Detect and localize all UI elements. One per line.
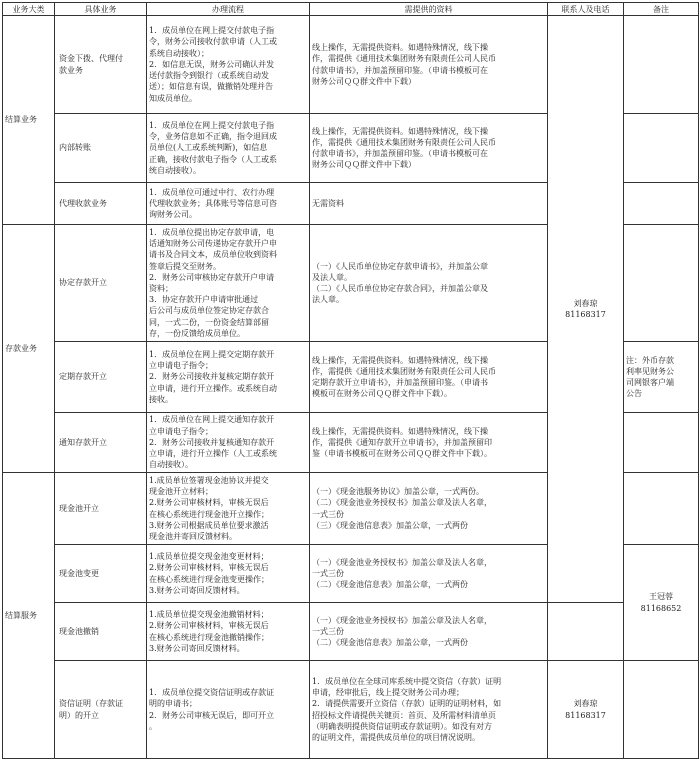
- process-cell: 1．成员单位在网上提交定期存款开 立申请电子指令； 2．财务公司接收并复核定期存款开 立申请，进行开立操作。或系统自动 接收。: [147, 342, 310, 413]
- business-cell: 现金池变更: [55, 545, 147, 603]
- remark-cell: [624, 661, 699, 759]
- remark-cell: [624, 413, 699, 473]
- materials-cell: 线上操作，无需提供资料。如遇特殊情况，线下操 作，需提供《通用技术集团财务有限责任公司人民币 付款申请书》，并加盖预留印鉴。（申请书模板可在 财务公司ＱＱ群文件中下载）: [310, 16, 548, 114]
- category-cell: 结算业务: [3, 16, 55, 225]
- materials-cell: 线上操作，无需提供资料。如遇特殊情况，线下操 作，需提供《通知存款开立申请书》，并加盖预留印 鉴（申请书模板可在财务公司ＱＱ群文件中下载）。: [310, 413, 548, 473]
- remark-cell: [624, 114, 699, 183]
- process-cell: 1．成员单位在网上提交通知存款开 立申请电子指令； 2．财务公司接收并复核通知存款开 立申请，进行开立操作（人工或系统 自动接收）。: [147, 413, 310, 473]
- business-cell: 代理收款业务: [55, 183, 147, 225]
- process-cell: 1．成员单位在网上提交付款电子指 令，财务公司接收付款申请（人工或 系统自动接收）； 2．如信息无误，财务公司确认并发 送付款指令到银行（或系统自动发 送）；如信息有误，做撤销处理并告 知成员单位。: [147, 16, 310, 114]
- process-cell: 1．成员单位提交资信证明或存款证 明的申请书； 2．财务公司审核无误后，即可开立 。: [147, 661, 310, 759]
- business-process-table: [2, 2, 699, 759]
- header-row: [3, 3, 699, 16]
- remark-cell: [548, 603, 624, 661]
- materials-cell: （一）《人民币单位协定存款申请书》，并加盖公章 及法人章。 （二）《人民币单位协定存款合同》，并加盖公章及 法人章。: [310, 225, 548, 342]
- materials-cell: （一）《现金池服务协议》加盖公章，一式两份。 （二）《现金池业务授权书》加盖公章及法人名章， 一式三份 （三）《现金池信息表》加盖公章，一式两份: [310, 473, 548, 545]
- business-cell: 通知存款开立: [55, 413, 147, 473]
- process-cell: 1．成员单位可通过中行、农行办理 代理收款业务；具体账号等信息可咨 询财务公司。: [147, 183, 310, 225]
- remark-cell: [624, 473, 699, 545]
- business-cell: 内部转账: [55, 114, 147, 183]
- materials-cell: （一）《现金池业务授权书》加盖公章及法人名章， 一式三份 （二）《现金池信息表》加盖公章，一式两份: [310, 603, 548, 661]
- contact-cell: 刘春琼 81168317: [548, 16, 624, 603]
- remark-cell: [624, 183, 699, 225]
- process-cell: 1．成员单位在网上提交付款电子指 令，业务信息如不正确，指令退回成 员单位(人工或系统判断)，如信息 正确，接收付款电子指令（人工或系 统自动接收）。: [147, 114, 310, 183]
- materials-cell: 无需资料: [310, 183, 548, 225]
- materials-cell: 1．成员单位在全球司库系统中提交资信（存款）证明 申请，经审批后，线上提交财务公司办理； 2．请提供需要开立资信（存款）证明的证明材料，如 招投标文件请提供关键页：首页、及所需材料清单页 （明确表明提供资信证明或存款证明）。如没有对方 的证明文件，需提供成员单位的项目情况说明。: [310, 661, 548, 759]
- category-cell: 存款业务: [3, 225, 55, 473]
- header-process: 办理流程: [147, 3, 310, 16]
- table-row: [3, 661, 699, 759]
- business-cell: 协定存款开立: [55, 225, 147, 342]
- materials-cell: （一）《现金池业务授权书》加盖公章及法人名章， 一式三份 （二）《现金池信息表》加盖公章，一式两份: [310, 545, 548, 603]
- materials-cell: 线上操作，无需提供资料。如遇特殊情况，线下操 作，需提供《通用技术集团财务有限责任公司人民币 定期存款开立申请书》，并加盖预留印鉴。（申请书 模板可在财务公司ＱＱ群文件中下载）。: [310, 342, 548, 413]
- remark-cell: [624, 225, 699, 342]
- process-cell: 1．成员单位提出协定存款申请，电 话通知财务公司传递协定存款开户申 请书及合同文本，成员单位收到资料 签章后提交至财务。 2．财务公司审核协定存款开户申请 资料； 3．协定存款开户申请审批通过 后公司与成员单位签定协定存款合 同，一式二份，一份资金结算部留 存，一份反馈给成员单位。: [147, 225, 310, 342]
- business-cell: 资信证明（存款证 明）的开立: [55, 661, 147, 759]
- business-cell: 资金下拨、代理付 款业务: [55, 16, 147, 114]
- process-cell: 1.成员单位签署现金池协议并提交 现金池开立材料； 2.财务公司审核材料，审核无误后 在核心系统进行现金池开立操作； 3.财务公司根据成员单位要求激活 现金池并寄回反馈材料。: [147, 473, 310, 545]
- process-cell: 1.成员单位提交现金池撤销材料； 2.财务公司审核材料，审核无误后 在核心系统进行现金池撤销操作； 3.财务公司寄回反馈材料。: [147, 603, 310, 661]
- process-cell: 1.成员单位提交现金池变更材料； 2.财务公司审核材料，审核无误后 在核心系统进行现金池变更操作； 3.财务公司寄回反馈材料。: [147, 545, 310, 603]
- remark-cell: 注：外币存款 利率见财务公 司网银客户端 公告: [624, 342, 699, 413]
- table-row: [3, 16, 699, 114]
- table-row: [3, 603, 699, 661]
- remark-cell: [624, 16, 699, 114]
- contact-cell: 王冠蓉 81168652: [624, 545, 699, 661]
- materials-cell: 线上操作，无需提供资料。如遇特殊情况，线下操 作，需提供《通用技术集团财务有限责任公司人民币 付款申请书》，并加盖预留印鉴。（申请书模板可在 财务公司ＱＱ群文件中下载）: [310, 114, 548, 183]
- header-contact: 联系人及电话: [548, 3, 624, 16]
- contact-cell: 刘春琼 81168317: [548, 661, 624, 759]
- category-cell: 结算服务: [3, 473, 55, 759]
- business-cell: 现金池开立: [55, 473, 147, 545]
- business-cell: 现金池撤销: [55, 603, 147, 661]
- header-business: 具体业务: [55, 3, 147, 16]
- header-category: 业务大类: [3, 3, 55, 16]
- business-cell: 定期存款开立: [55, 342, 147, 413]
- header-remark: 备注: [624, 3, 699, 16]
- header-materials: 需提供的资料: [310, 3, 548, 16]
